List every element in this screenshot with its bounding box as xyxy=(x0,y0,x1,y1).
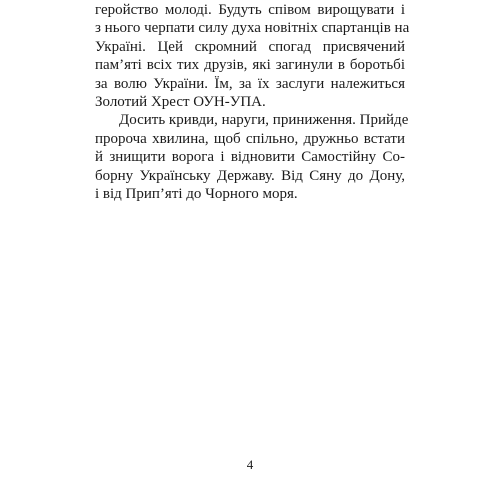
text-line: Золотий Хрест ОУН-УПА. xyxy=(95,93,266,110)
text-line: пам’яті всіх тих друзів, які загинули в боротьбі xyxy=(95,57,405,74)
body-text xyxy=(95,1,410,203)
text-line: й знищити ворога і відновити Самостійну Со- xyxy=(95,149,405,166)
page-number: 4 xyxy=(246,457,254,472)
text-line: Досить кривди, наруги, приниження. Прийде xyxy=(119,112,409,129)
paragraph-1 xyxy=(95,1,410,111)
text-line: за волю України. Їм, за їх заслуги належиться xyxy=(95,75,405,92)
text-line: з нього черпати силу духа новітніх спартанців на xyxy=(95,20,410,37)
text-line: Україні. Цей скромний спогад присвячений xyxy=(95,38,405,55)
text-line: геройство молоді. Будуть співом вирощувати і xyxy=(95,2,405,18)
paragraph-2 xyxy=(95,111,409,203)
text-line: борну Українську Державу. Від Сяну до Дону, xyxy=(95,167,405,184)
text-line: пророча хвилина, щоб спільно, дружньо встати xyxy=(95,130,405,147)
text-line: і від Прип’яті до Чорного моря. xyxy=(95,185,298,202)
